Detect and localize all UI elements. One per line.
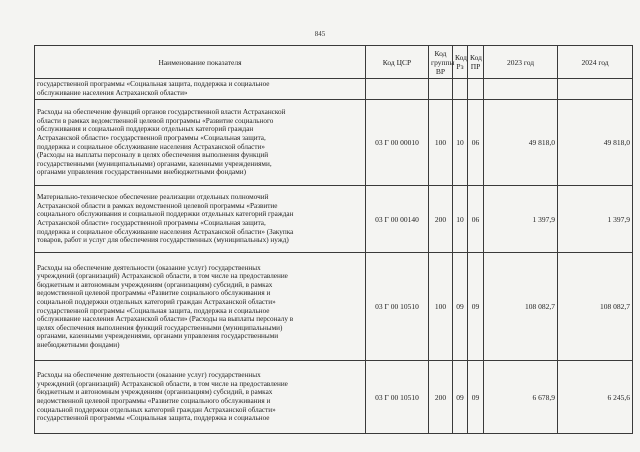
table-row: [35, 100, 633, 186]
row-rz: [453, 79, 468, 100]
header-pr: Код ПР: [468, 46, 484, 79]
budget-table: [34, 45, 633, 434]
table-row: [35, 186, 633, 253]
row-amount-2023: 1 397,9: [484, 186, 558, 253]
row-vr: 200: [429, 186, 453, 253]
row-csr: 03 Г 00 10510: [366, 361, 429, 434]
row-rz: 10: [453, 186, 468, 253]
row-pr: 06: [468, 100, 484, 186]
table-row: [35, 79, 633, 100]
row-vr: 200: [429, 361, 453, 434]
table-row: [35, 361, 633, 434]
header-2024: 2024 год: [558, 46, 633, 79]
row-rz: 09: [453, 253, 468, 361]
row-description: государственной программы «Социальная защита, поддержка и социальное обслуживание населения Астраханской области»: [35, 79, 366, 100]
row-rz: 10: [453, 100, 468, 186]
row-amount-2024: 1 397,9: [558, 186, 633, 253]
row-pr: 09: [468, 253, 484, 361]
row-pr: 06: [468, 186, 484, 253]
table-row: [35, 253, 633, 361]
row-vr: [429, 79, 453, 100]
header-2023: 2023 год: [484, 46, 558, 79]
row-csr: [366, 79, 429, 100]
row-pr: [468, 79, 484, 100]
row-amount-2024: 108 082,7: [558, 253, 633, 361]
table-header-row: [35, 46, 633, 79]
row-csr: 03 Г 00 10510: [366, 253, 429, 361]
row-amount-2023: 6 678,9: [484, 361, 558, 434]
row-vr: 100: [429, 253, 453, 361]
header-rz: Код Рз: [453, 46, 468, 79]
header-csr: Код ЦСР: [366, 46, 429, 79]
row-rz: 09: [453, 361, 468, 434]
row-description: Расходы на обеспечение деятельности (оказание услуг) государственных учреждений (организаций) Астраханской области, в том числе на предоставление бюджетным и автономным учреждениям (организациям) субсидий, в рамках ведомственной целевой программы «Развитие социального обслуживания и социальной поддержки отдельных категорий граждан Астраханской области» государственной программы «Социальная защита, поддержка и социальное обслуживание населения Астраханской области» (Расходы на выплаты персоналу в целях обеспечения выполнения функций государственными (муниципальными) органами, казенными учреждениями, органами управления государственными внебюджетными фондами): [35, 253, 366, 361]
row-amount-2023: [484, 79, 558, 100]
page-number: 845: [314, 30, 326, 38]
row-description: Расходы на обеспечение деятельности (оказание услуг) государственных учреждений (организаций) Астраханской области, в том числе на предоставление бюджетным и автономным учреждениям (организациям) субсидий, в рамках ведомственной целевой программы «Развитие социального обслуживания и социальной поддержки отдельных категорий граждан Астраханской области» государственной программы «Социальная защита, поддержка и социальное: [35, 361, 366, 434]
header-vr: Код группы ВР: [429, 46, 453, 79]
header-name: Наименование показателя: [35, 46, 366, 79]
row-amount-2023: 49 818,0: [484, 100, 558, 186]
row-amount-2024: 6 245,6: [558, 361, 633, 434]
row-amount-2024: [558, 79, 633, 100]
row-csr: 03 Г 00 00010: [366, 100, 429, 186]
row-description: Материально-техническое обеспечение реализации отдельных полномочий Астраханской области в рамках ведомственной целевой программы «Развитие социального обслуживания и социальной поддержки отдельных категорий граждан Астраханской области» государственной программы «Социальная защита, поддержка и социальное обслуживание населения Астраханской области» (Закупка товаров, работ и услуг для обеспечения государственных (муниципальных) нужд): [35, 186, 366, 253]
row-vr: 100: [429, 100, 453, 186]
row-description: Расходы на обеспечение функций органов государственной власти Астраханской области в рамках ведомственной целевой программы «Развитие социального обслуживания и социальной поддержки отдельных категорий граждан Астраханской области» государственной программы «Социальная защита, поддержка и социальное обслуживание населения Астраханской области» (Расходы на выплаты персоналу в целях обеспечения выполнения функций государственными (муниципальными) органами, казенными учреждениями, органами управления государственными внебюджетными фондами): [35, 100, 366, 186]
row-amount-2024: 49 818,0: [558, 100, 633, 186]
row-pr: 09: [468, 361, 484, 434]
row-csr: 03 Г 00 00140: [366, 186, 429, 253]
row-amount-2023: 108 082,7: [484, 253, 558, 361]
